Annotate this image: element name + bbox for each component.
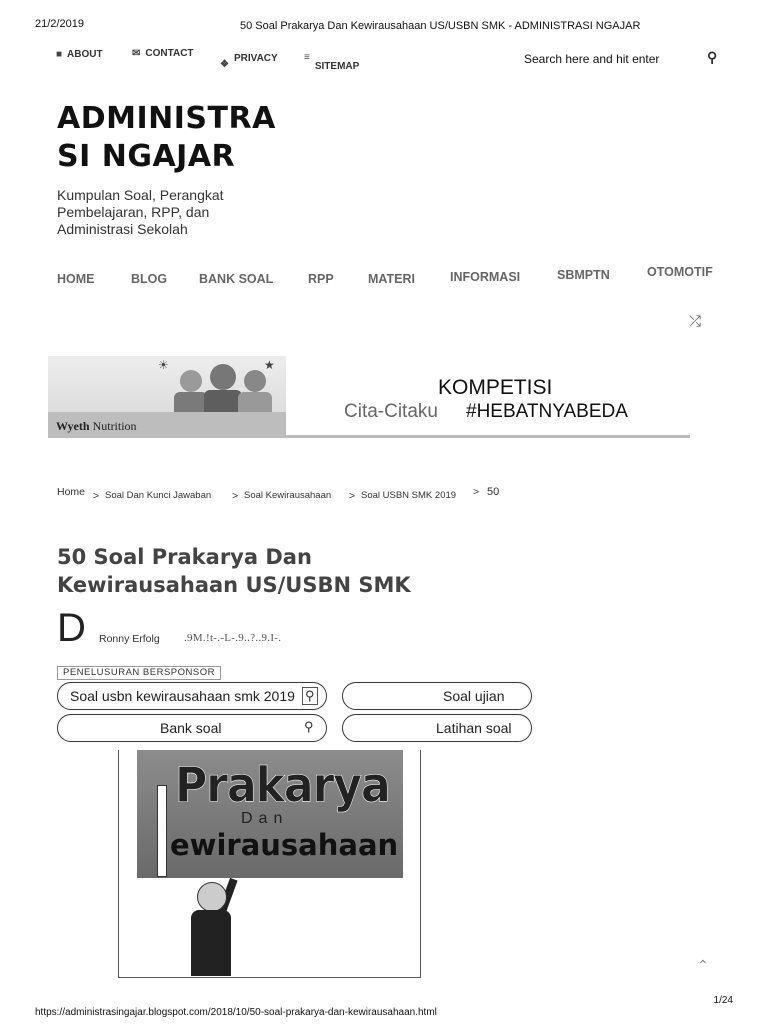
breadcrumb-separator: > (93, 490, 100, 502)
star-icon: ★ (264, 358, 275, 372)
nav-sbmptn[interactable]: SBMPTN (557, 268, 610, 282)
print-page-number: 1/24 (713, 995, 733, 1006)
image-title-kewirausahaan-text: ewirausahaan (170, 828, 399, 862)
print-url: https://administrasingajar.blogspot.com/2018/10/50-soal-prakarya-dan-kewirausahaan.html (35, 1007, 437, 1018)
info-icon: ❖ (220, 58, 229, 70)
menu-icon: ≡ (304, 51, 310, 63)
sponsored-label: PENELUSURAN BERSPONSOR (57, 666, 221, 680)
nav-home[interactable]: HOME (57, 272, 95, 286)
child-head-icon (180, 370, 202, 392)
breadcrumb-soal-kunci[interactable]: Soal Dan Kunci Jawaban (105, 490, 212, 501)
post-author[interactable]: Ronny Erfolg (99, 633, 160, 645)
ad-headline: KOMPETISI (438, 376, 553, 399)
ad-brand-suffix: Nutrition (92, 419, 137, 433)
about-link[interactable] (56, 49, 103, 60)
businessman-figure-icon (179, 878, 247, 978)
lightbulb-icon: ☀ (158, 358, 169, 372)
sitemap-label: SITEMAP (314, 60, 360, 72)
child-head-icon (244, 370, 266, 392)
sponsored-chip[interactable] (57, 714, 327, 742)
image-title-kewirausahaan (137, 828, 403, 862)
breadcrumb-separator: > (473, 486, 480, 498)
image-letter-k (157, 785, 167, 877)
site-tagline: Kumpulan Soal, Perangkat Pembelajaran, RPP, dan Administrasi Sekolah (57, 187, 224, 237)
breadcrumb-current: 50 (487, 486, 500, 498)
chip-label: Latihan soal (436, 720, 512, 736)
site-title[interactable] (57, 100, 307, 176)
shuffle-icon[interactable]: ⤮ (689, 313, 702, 330)
search-icon: ⚲ (304, 719, 314, 734)
print-date: 21/2/2019 (35, 18, 84, 30)
breadcrumb-soal-kewirausahaan[interactable]: Soal Kewirausahaan (244, 490, 332, 501)
sponsored-chip[interactable] (342, 714, 532, 742)
search-input[interactable]: Search here and hit enter (524, 52, 660, 66)
breadcrumb-soal-usbn[interactable]: Soal USBN SMK 2019 (361, 490, 457, 501)
breadcrumb (57, 486, 503, 506)
contact-link[interactable] (132, 48, 194, 59)
post-date: .9M.!t-.-L-.9..?..9.I-. (184, 632, 282, 644)
child-head-icon (210, 364, 236, 390)
ad-tagline-left: Cita-Citaku (344, 401, 438, 422)
nav-informasi[interactable]: INFORMASI (450, 270, 521, 284)
privacy-link[interactable] (220, 48, 278, 68)
chip-label: Bank soal (160, 720, 222, 736)
envelope-icon: ✉ (132, 48, 141, 59)
chip-label: Soal ujian (443, 688, 505, 704)
breadcrumb-separator: > (349, 490, 356, 502)
image-title-panel (137, 750, 403, 878)
print-doc-title: 50 Soal Prakarya Dan Kewirausahaan US/USBN SMK - ADMINISTRASI NGAJAR (240, 20, 641, 32)
ad-banner[interactable] (48, 356, 690, 438)
scroll-to-top-icon[interactable]: ⌃ (697, 957, 709, 973)
ad-tagline-right: #HEBATNYABEDA (466, 401, 628, 422)
user-icon: ■ (56, 49, 63, 60)
ad-image (48, 356, 286, 438)
ad-brand-name: Wyeth (56, 419, 90, 433)
contact-label: CONTACT (145, 48, 194, 59)
dropcap: D (57, 606, 86, 650)
privacy-label: PRIVACY (233, 52, 278, 64)
nav-otomotif[interactable]: OTOMOTIF (647, 265, 713, 279)
nav-bank-soal[interactable]: BANK SOAL (199, 272, 274, 286)
figure-body (191, 910, 231, 976)
ad-divider (286, 435, 690, 438)
chip-label: Soal usbn kewirausahaan smk 2019 (70, 688, 295, 704)
search-icon: ⚲ (302, 687, 318, 705)
nav-blog[interactable]: BLOG (131, 272, 168, 286)
site-title-line1: ADMINISTRA (57, 101, 276, 136)
post-title: 50 Soal Prakarya Dan Kewirausahaan US/USBN SMK (57, 545, 411, 597)
nav-rpp[interactable]: RPP (308, 272, 334, 286)
figure-head (197, 882, 227, 912)
image-title-prakarya: Prakarya (175, 757, 390, 814)
breadcrumb-separator: > (232, 490, 239, 502)
breadcrumb-home[interactable]: Home (57, 486, 86, 498)
sitemap-link[interactable] (304, 50, 359, 70)
sponsored-chip[interactable] (342, 682, 532, 710)
ad-brand (56, 419, 137, 434)
sponsored-chip[interactable] (57, 682, 327, 710)
site-title-line2: SI NGAJAR (57, 139, 236, 174)
image-title-dan: Dan (241, 810, 289, 827)
about-label: ABOUT (67, 49, 103, 60)
main-nav (57, 265, 737, 300)
top-bar (56, 46, 736, 70)
search-icon[interactable]: ⚲ (707, 49, 718, 65)
nav-materi[interactable]: MATERI (368, 272, 415, 286)
article-image (118, 750, 421, 978)
sponsored-search-chips (57, 682, 512, 744)
